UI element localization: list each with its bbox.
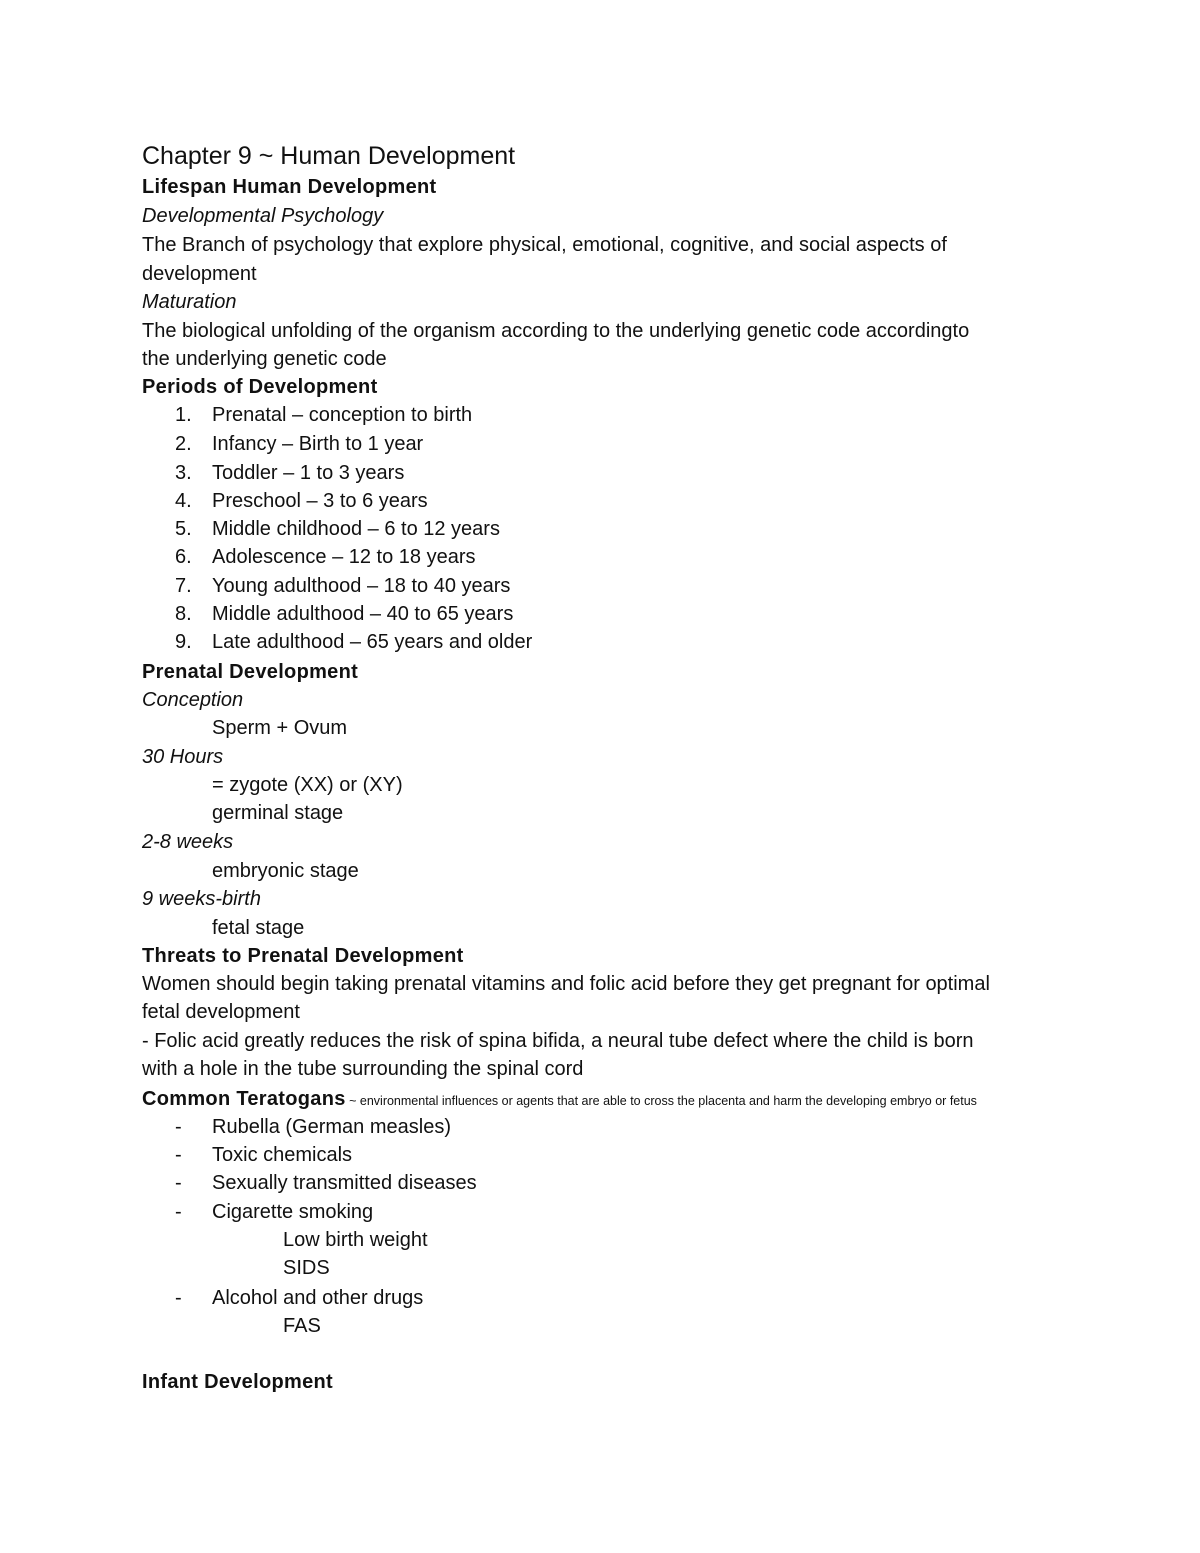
teratogens-definition: ~ environmental influences or agents that are able to cross the placenta and harm the developing embryo or fetus (345, 1094, 977, 1108)
list-text: Late adulthood – 65 years and older (212, 631, 533, 653)
list-text: Young adulthood – 18 to 40 years (212, 575, 511, 597)
dash-bullet: - (175, 1144, 182, 1166)
heading-teratogens-label: Common Teratogans (142, 1088, 346, 1110)
dash-bullet: - (175, 1116, 182, 1138)
heading-prenatal: Prenatal Development (142, 661, 359, 683)
list-number: 2. (175, 433, 192, 455)
term-2-8-weeks: 2-8 weeks (142, 831, 234, 853)
list-text: Adolescence – 12 to 18 years (212, 546, 476, 568)
list-text: Rubella (German measles) (212, 1116, 451, 1138)
definition-line: The biological unfolding of the organism according to the underlying genetic code accordingto (142, 320, 970, 342)
paragraph-line: with a hole in the tube surrounding the spinal cord (142, 1058, 584, 1080)
list-text: Cigarette smoking (212, 1201, 374, 1223)
dash-bullet: - (175, 1172, 182, 1194)
detail-sperm-ovum: Sperm + Ovum (212, 717, 348, 739)
term-developmental-psychology: Developmental Psychology (142, 205, 384, 227)
list-number: 8. (175, 603, 192, 625)
dash-bullet: - (175, 1201, 182, 1223)
term-9-weeks-birth: 9 weeks-birth (142, 888, 261, 910)
list-text: Toxic chemicals (212, 1144, 353, 1166)
list-number: 9. (175, 631, 192, 653)
heading-infant: Infant Development (142, 1371, 333, 1393)
paragraph-line: fetal development (142, 1001, 300, 1023)
detail-germinal: germinal stage (212, 802, 344, 824)
list-text: Sexually transmitted diseases (212, 1172, 477, 1194)
term-maturation: Maturation (142, 291, 237, 313)
list-text: Middle adulthood – 40 to 65 years (212, 603, 514, 625)
list-number: 7. (175, 575, 192, 597)
list-number: 4. (175, 490, 192, 512)
list-number: 3. (175, 462, 192, 484)
page-title: Chapter 9 ~ Human Development (142, 142, 516, 170)
detail-fetal: fetal stage (212, 917, 305, 939)
definition-line: the underlying genetic code (142, 348, 387, 370)
definition-line: development (142, 263, 257, 285)
list-text: Prenatal – conception to birth (212, 404, 473, 426)
heading-periods: Periods of Development (142, 376, 378, 398)
term-30-hours: 30 Hours (142, 746, 224, 768)
sub-item: FAS (283, 1315, 321, 1337)
list-text: Alcohol and other drugs (212, 1287, 424, 1309)
sub-item: Low birth weight (283, 1229, 428, 1251)
definition-line: The Branch of psychology that explore physical, emotional, cognitive, and social aspects of (142, 234, 947, 256)
detail-embryonic: embryonic stage (212, 860, 359, 882)
detail-zygote: = zygote (XX) or (XY) (212, 774, 403, 796)
term-conception: Conception (142, 689, 244, 711)
list-number: 5. (175, 518, 192, 540)
list-number: 6. (175, 546, 192, 568)
dash-bullet: - (175, 1287, 182, 1309)
list-text: Preschool – 3 to 6 years (212, 490, 428, 512)
list-text: Middle childhood – 6 to 12 years (212, 518, 500, 540)
paragraph-line: Women should begin taking prenatal vitamins and folic acid before they get pregnant for optimal (142, 973, 990, 995)
heading-threats: Threats to Prenatal Development (142, 945, 464, 967)
list-number: 1. (175, 404, 192, 426)
list-text: Infancy – Birth to 1 year (212, 433, 424, 455)
sub-item: SIDS (283, 1257, 330, 1279)
heading-lifespan: Lifespan Human Development (142, 176, 437, 198)
list-text: Toddler – 1 to 3 years (212, 462, 405, 484)
paragraph-line: - Folic acid greatly reduces the risk of spina bifida, a neural tube defect where the child is born (142, 1030, 974, 1052)
heading-teratogens (142, 1085, 977, 1115)
